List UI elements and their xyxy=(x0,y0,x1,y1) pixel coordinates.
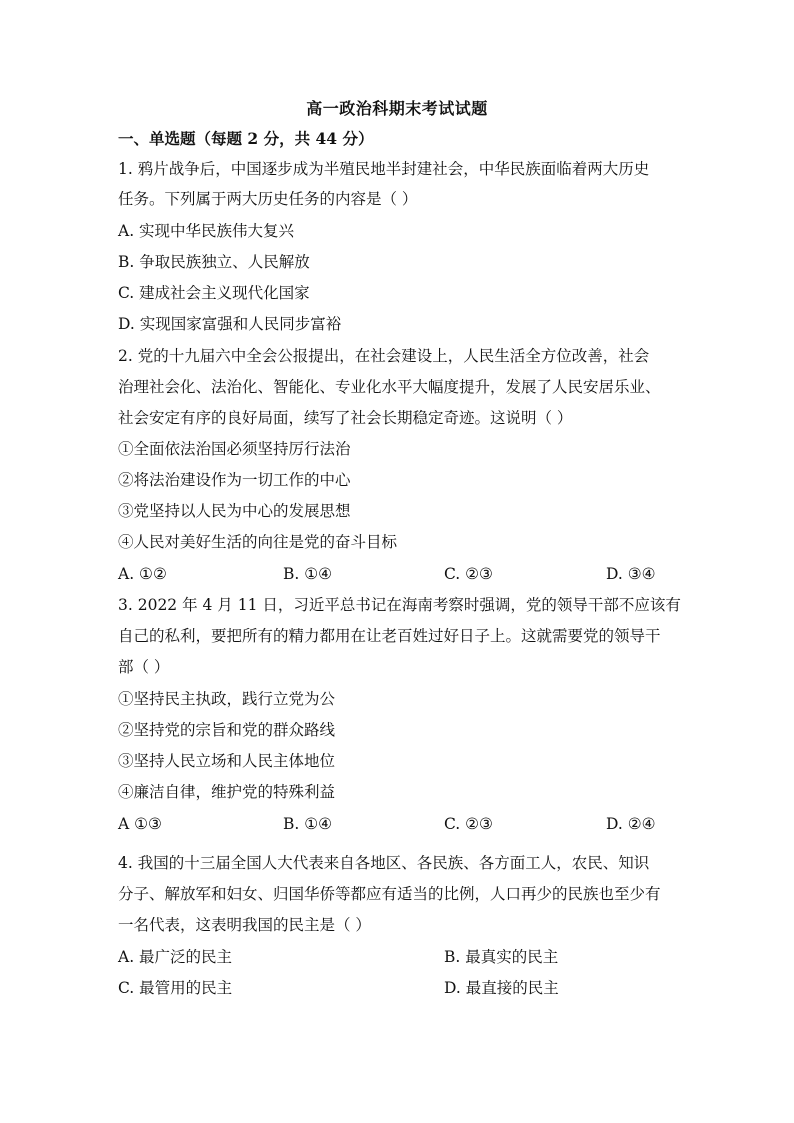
q1-option-d: D. 实现国家富强和人民同步富裕 xyxy=(118,315,342,333)
q3-option-b: B. ①④ xyxy=(283,815,333,833)
q2-item-1: ①全面依法治国必须坚持厉行法治 xyxy=(118,440,351,458)
q1-stem-line: 1. 鸦片战争后，中国逐步成为半殖民地半封建社会，中华民族面临着两大历史 xyxy=(118,160,650,178)
q1-stem-line: 任务。下列属于两大历史任务的内容是（ ） xyxy=(118,190,418,208)
q3-stem-line: 部（ ） xyxy=(118,658,170,676)
q2-stem-line: 社会安定有序的良好局面，续写了社会长期稳定奇迹。这说明（ ） xyxy=(118,409,573,427)
q4-option-d: D. 最直接的民主 xyxy=(444,979,559,997)
q2-item-2: ②将法治建设作为一切工作的中心 xyxy=(118,471,351,489)
q4-stem-line: 一名代表，这表明我国的民主是（ ） xyxy=(118,916,371,934)
q1-option-b: B. 争取民族独立、人民解放 xyxy=(118,253,310,271)
q3-option-c: C. ②③ xyxy=(444,815,493,833)
q2-option-a: A. ①② xyxy=(118,565,167,583)
q2-option-b: B. ①④ xyxy=(283,565,333,583)
q1-option-c: C. 建成社会主义现代化国家 xyxy=(118,284,310,302)
q2-stem-line: 治理社会化、法治化、智能化、专业化水平大幅度提升，发展了人民安居乐业、 xyxy=(118,378,661,396)
q4-option-a: A. 最广泛的民主 xyxy=(118,948,233,966)
q1-option-a: A. 实现中华民族伟大复兴 xyxy=(118,222,295,240)
q4-stem-line: 分子、解放军和妇女、归国华侨等都应有适当的比例，人口再少的民族也至少有 xyxy=(118,885,661,903)
section-heading: 一、单选题（每题 2 分，共 44 分） xyxy=(118,129,374,148)
q3-item-1: ①坚持民主执政，践行立党为公 xyxy=(118,690,336,708)
q3-item-4: ④廉洁自律，维护党的特殊利益 xyxy=(118,783,336,801)
q3-stem-line: 自己的私利，要把所有的精力都用在让老百姓过好日子上。这就需要党的领导干 xyxy=(118,627,661,645)
q4-option-b: B. 最真实的民主 xyxy=(444,948,559,966)
q3-item-2: ②坚持党的宗旨和党的群众路线 xyxy=(118,721,336,739)
q2-stem-line: 2. 党的十九届六中全会公报提出，在社会建设上，人民生活全方位改善，社会 xyxy=(118,347,650,365)
q4-stem-line: 4. 我国的十三届全国人大代表来自各地区、各民族、各方面工人，农民、知识 xyxy=(118,854,650,872)
q3-stem-line: 3. 2022 年 4 月 11 日，习近平总书记在海南考察时强调，党的领导干部不应该有 xyxy=(118,596,681,614)
q2-option-d: D. ③④ xyxy=(606,565,656,583)
page-title: 高一政治科期末考试试题 xyxy=(306,99,488,118)
q3-option-a: A ①③ xyxy=(118,815,162,833)
q4-option-c: C. 最管用的民主 xyxy=(118,979,233,997)
q2-item-3: ③党坚持以人民为中心的发展思想 xyxy=(118,502,351,520)
q3-item-3: ③坚持人民立场和人民主体地位 xyxy=(118,752,336,770)
q2-item-4: ④人民对美好生活的向往是党的奋斗目标 xyxy=(118,533,398,551)
q3-option-d: D. ②④ xyxy=(606,815,656,833)
q2-option-c: C. ②③ xyxy=(444,565,493,583)
